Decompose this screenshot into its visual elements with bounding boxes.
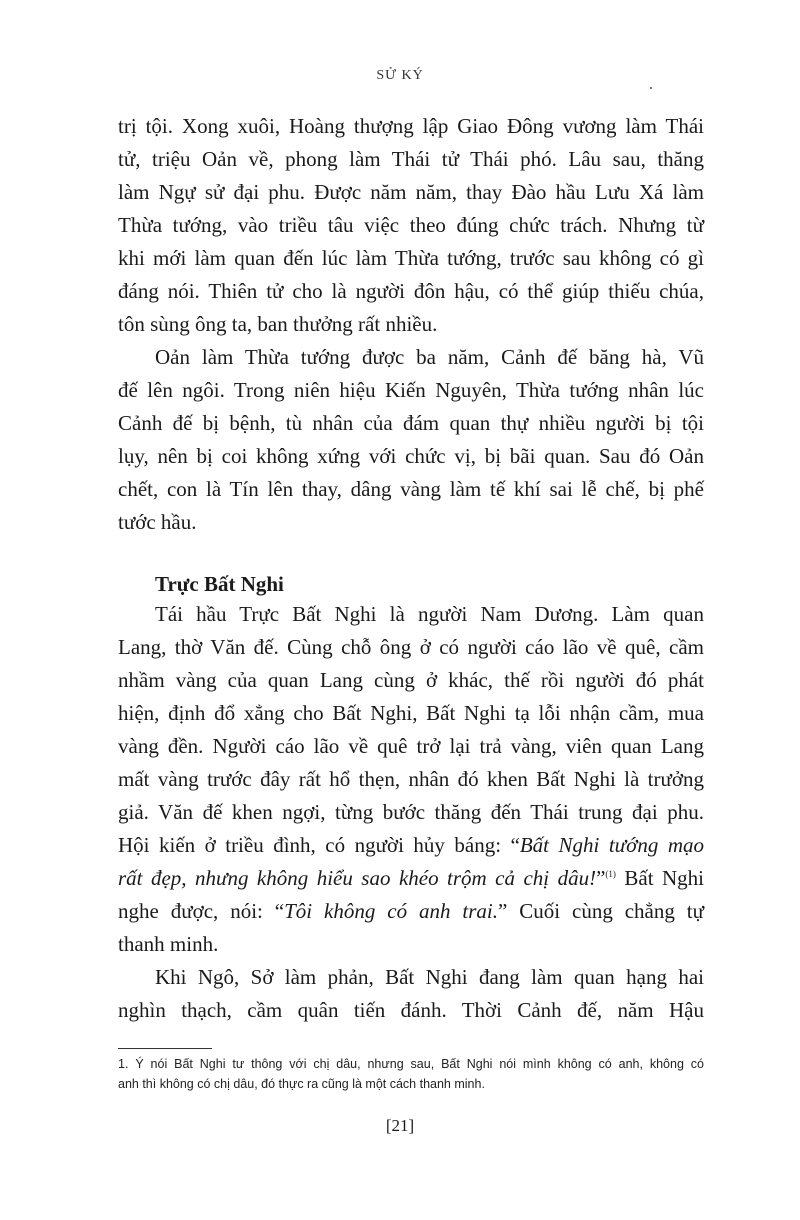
text-line [118, 895, 704, 928]
text-line [118, 961, 704, 994]
text-segment: Cảnh đế bị bệnh, tù nhân của đám quan thự nhiều người bị tội [118, 411, 704, 435]
italic-quote: rất đẹp, nhưng không hiểu sao khéo trộm cả chị dâu! [118, 866, 597, 890]
footnote-ref: (1) [605, 869, 616, 879]
text-line [118, 407, 704, 440]
page-number: [21] [385, 1116, 415, 1135]
running-head: SỬ KÝ [376, 68, 424, 83]
text-segment: Lang, thờ Văn đế. Cùng chỗ ông ở có người cáo lão về quê, cầm [118, 635, 704, 659]
text-segment: Khi Ngô, Sở làm phản, Bất Nghi đang làm quan hạng hai [155, 965, 704, 989]
footnote-divider [118, 1048, 212, 1049]
text-line [118, 862, 704, 895]
text-line [118, 308, 704, 341]
footnote-line: 1. Ý nói Bất Nghi tư thông với chị dâu, nhưng sau, Bất Nghi nói mình không có anh, không có [118, 1057, 704, 1071]
scan-speck [650, 87, 652, 89]
section-heading: Trực Bất Nghi [155, 572, 284, 596]
footnote [118, 1054, 704, 1094]
text-segment: hiện, định đổ xẳng cho Bất Nghi, Bất Nghi tạ lỗi nhận cầm, mua [118, 701, 704, 725]
text-segment: đế lên ngôi. Trong niên hiệu Kiến Nguyên, Thừa tướng nhân lúc [118, 378, 704, 402]
text-line [118, 928, 704, 961]
text-line [118, 209, 704, 242]
italic-quote: Tôi không có anh trai. [284, 899, 499, 923]
text-segment: ” [596, 866, 606, 890]
text-segment: Bất Nghi [615, 866, 704, 890]
text-segment: lụy, nên bị coi không xứng với chức vị, bị bãi quan. Sau đó Oản [118, 444, 704, 468]
text-segment: Tái hầu Trực Bất Nghi là người Nam Dương. Làm quan [155, 602, 704, 626]
text-line [118, 110, 704, 143]
text-segment: thanh minh. [118, 932, 219, 956]
text-segment: tôn sùng ông ta, ban thưởng rất nhiều. [118, 312, 438, 336]
text-segment: làm Ngự sử đại phu. Được năm năm, thay Đào hầu Lưu Xá làm [118, 180, 704, 204]
text-segment: tử, triệu Oản về, phong làm Thái tử Thái phó. Lâu sau, thăng [118, 147, 704, 171]
text-segment: nghìn thạch, cầm quân tiến đánh. Thời Cảnh đế, năm Hậu [118, 998, 704, 1022]
text-segment: Oản làm Thừa tướng được ba năm, Cảnh đế băng hà, Vũ [155, 345, 704, 369]
text-segment: Hội kiến ở triều đình, có người hủy báng: “ [118, 833, 520, 857]
text-line [118, 829, 704, 862]
text-segment: đáng nói. Thiên tử cho là người đôn hậu, có thể giúp thiếu chúa, [118, 279, 704, 303]
text-line [118, 341, 704, 374]
text-segment: tước hầu. [118, 510, 197, 534]
text-segment: nghe được, nói: “ [118, 899, 285, 923]
text-line [118, 506, 704, 539]
text-segment: chết, con là Tín lên thay, dâng vàng làm tế khí sai lễ chế, bị phế [118, 477, 704, 501]
text-segment: giả. Văn đế khen ngợi, từng bước thăng đến Thái trung đại phu. [118, 800, 704, 824]
footnote-line: anh thì không có chị dâu, đó thực ra cũng là một cách thanh minh. [118, 1077, 485, 1091]
text-segment: trị tội. Xong xuôi, Hoàng thượng lập Giao Đông vương làm Thái [118, 114, 704, 138]
text-line [118, 763, 704, 796]
text-line [118, 473, 704, 506]
text-line [118, 796, 704, 829]
text-line [118, 598, 704, 631]
text-segment: ” Cuối cùng chẳng tự [498, 899, 705, 923]
text-segment: khi mới làm quan đến lúc làm Thừa tướng, trước sau không có gì [118, 246, 704, 270]
section-1-body [118, 110, 704, 539]
section-2-body [118, 598, 704, 1027]
text-line [118, 440, 704, 473]
text-line [118, 631, 704, 664]
text-segment: Thừa tướng, vào triều tâu việc theo đúng chức trách. Nhưng từ [118, 213, 704, 237]
text-segment: vàng đền. Người cáo lão về quê trở lại trả vàng, viên quan Lang [118, 734, 704, 758]
text-line [118, 176, 704, 209]
text-line [118, 994, 704, 1027]
text-line [118, 374, 704, 407]
text-line [118, 664, 704, 697]
text-segment: mất vàng trước đây rất hổ thẹn, nhân đó khen Bất Nghi là trưởng [118, 767, 704, 791]
italic-quote: Bất Nghi tướng mạo [519, 833, 704, 857]
text-line [118, 275, 704, 308]
text-line [118, 730, 704, 763]
text-line [118, 143, 704, 176]
text-line [118, 242, 704, 275]
text-line [118, 697, 704, 730]
text-segment: nhầm vàng của quan Lang cùng ở khác, thế rồi người đó phát [118, 668, 704, 692]
